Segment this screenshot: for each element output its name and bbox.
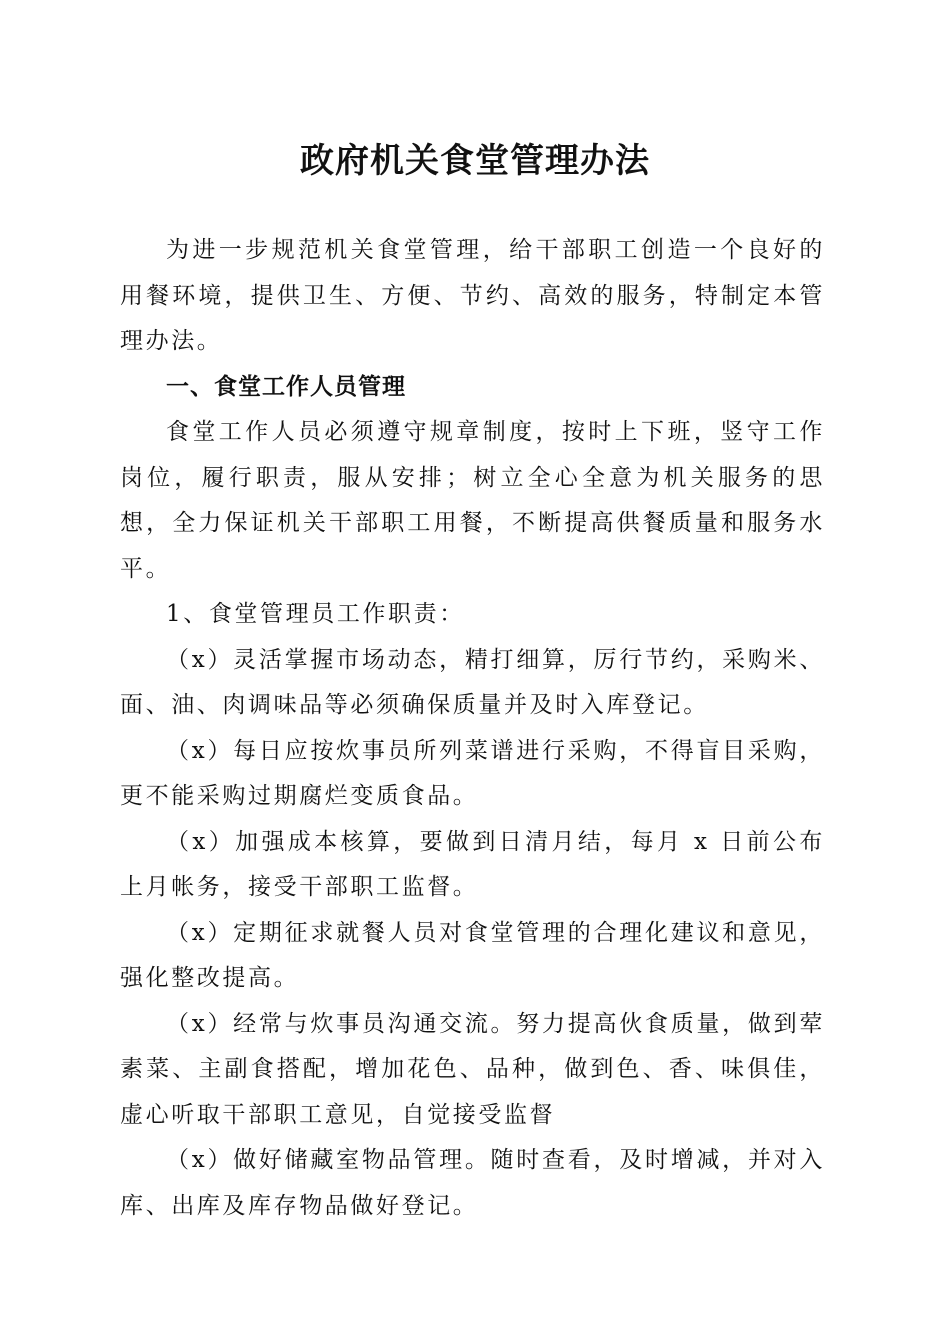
duty-item-2: （x）每日应按炊事员所列菜谱进行采购，不得盲目采购，更不能采购过期腐烂变质食品。 xyxy=(120,737,825,809)
duty-item-3: （x）加强成本核算，要做到日清月结，每月 x 日前公布上月帐务，接受干部职工监督。 xyxy=(120,828,825,900)
section-heading: 一、食堂工作人员管理 xyxy=(166,373,406,400)
duty-item-6: （x）做好储藏室物品管理。随时查看，及时增减，并对入库、出库及库存物品做好登记。 xyxy=(120,1147,825,1219)
section-paragraph: 食堂工作人员必须遵守规章制度，按时上下班，竖守工作岗位，履行职责，服从安排；树立全心全意为机关服务的思想，全力保证机关干部职工用餐，不断提高供餐质量和服务水平。 xyxy=(120,419,825,582)
duty-item-4: （x）定期征求就餐人员对食堂管理的合理化建议和意见，强化整改提高。 xyxy=(120,919,825,991)
duty-item-1: （x）灵活掌握市场动态，精打细算，厉行节约，采购米、面、油、肉调味品等必须确保质量并及时入库登记。 xyxy=(120,646,825,718)
document-title: 政府机关食堂管理办法 xyxy=(300,141,650,181)
document-body xyxy=(120,228,825,1229)
subsection-heading: 1、食堂管理员工作职责： xyxy=(166,601,465,627)
duty-item-5: （x）经常与炊事员沟通交流。努力提高伙食质量，做到荤素菜、主副食搭配，增加花色、品种，做到色、香、味俱佳，虚心听取干部职工意见，自觉接受监督 xyxy=(120,1010,825,1128)
intro-paragraph: 为进一步规范机关食堂管理，给干部职工创造一个良好的用餐环境，提供卫生、方便、节约、高效的服务，特制定本管理办法。 xyxy=(120,237,825,354)
